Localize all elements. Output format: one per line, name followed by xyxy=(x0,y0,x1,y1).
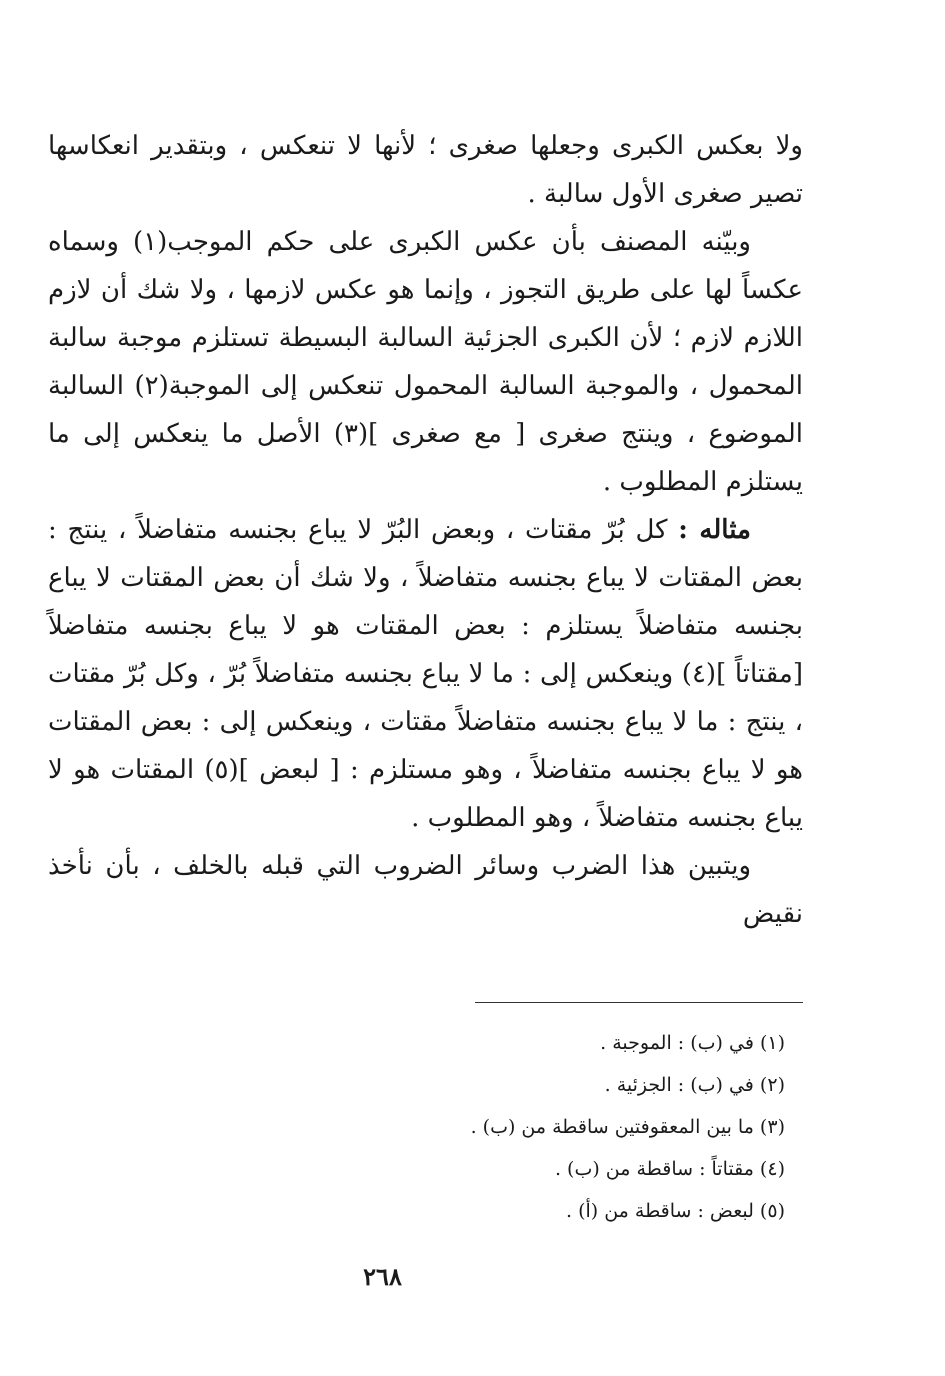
main-text xyxy=(48,122,803,938)
example-text: كل بُرّ مقتات ، وبعض البُرّ لا يباع بجنسه متفاضلاً ، ينتج : بعض المقتات لا يباع بجنسه متفاضلاً ، ولا شك أن بعض المقتات لا يباع بجنسه متفاضلاً يستلزم : بعض المقتات هو لا يباع بجنسه متفاضلاً [مقتاتاً ](٤) وينعكس إلى : ما لا يباع بجنسه متفاضلاً بُرّ ، وكل بُرّ مقتات ، ينتج : ما لا يباع بجنسه متفاضلاً مقتات ، وينعكس إلى : بعض المقتات هو لا يباع بجنسه متفاضلاً ، وهو مستلزم : [ لبعض ](٥) المقتات هو لا يباع بجنسه متفاضلاً ، وهو المطلوب . xyxy=(48,515,804,833)
page-number: ٢٦٨ xyxy=(363,1262,402,1291)
paragraph-author-explanation: وبيّنه المصنف بأن عكس الكبرى على حكم الموجب(١) وسماه عكساً لها على طريق التجوز ، وإنما هو عكس لازمها ، ولا شك أن لازم اللازم لازم ؛ لأن الكبرى الجزئية السالبة البسيطة تستلزم موجبة سالبة المحمول ، والموجبة السالبة المحمول تنعكس إلى الموجبة(٢) السالبة الموضوع ، وينتج صغرى [ مع صغرى ](٣) الأصل ما ينعكس إلى ما يستلزم المطلوب . xyxy=(48,227,803,497)
paragraph-example xyxy=(48,506,803,842)
footnote-5: (٥) لبعض : ساقطة من (أ) . xyxy=(565,1200,785,1222)
footnote-3: (٣) ما بين المعقوفتين ساقطة من (ب) . xyxy=(470,1116,785,1138)
footnote-1: (١) في (ب) : الموجبة . xyxy=(600,1032,785,1054)
example-lead: مثاله : xyxy=(678,515,751,545)
paragraph-continuation: ولا بعكس الكبرى وجعلها صغرى ؛ لأنها لا تنعكس ، وبتقدير انعكاسها تصير صغرى الأول سالبة . xyxy=(48,131,803,209)
paragraph-closing: ويتبين هذا الضرب وسائر الضروب التي قبله بالخلف ، بأن نأخذ نقيض xyxy=(48,851,803,929)
footnote-4: (٤) مقتاتاً : ساقطة من (ب) . xyxy=(554,1158,785,1180)
footnote-separator xyxy=(475,1002,803,1003)
footnotes xyxy=(185,1022,785,1232)
footnote-2: (٢) في (ب) : الجزئية . xyxy=(604,1074,785,1096)
